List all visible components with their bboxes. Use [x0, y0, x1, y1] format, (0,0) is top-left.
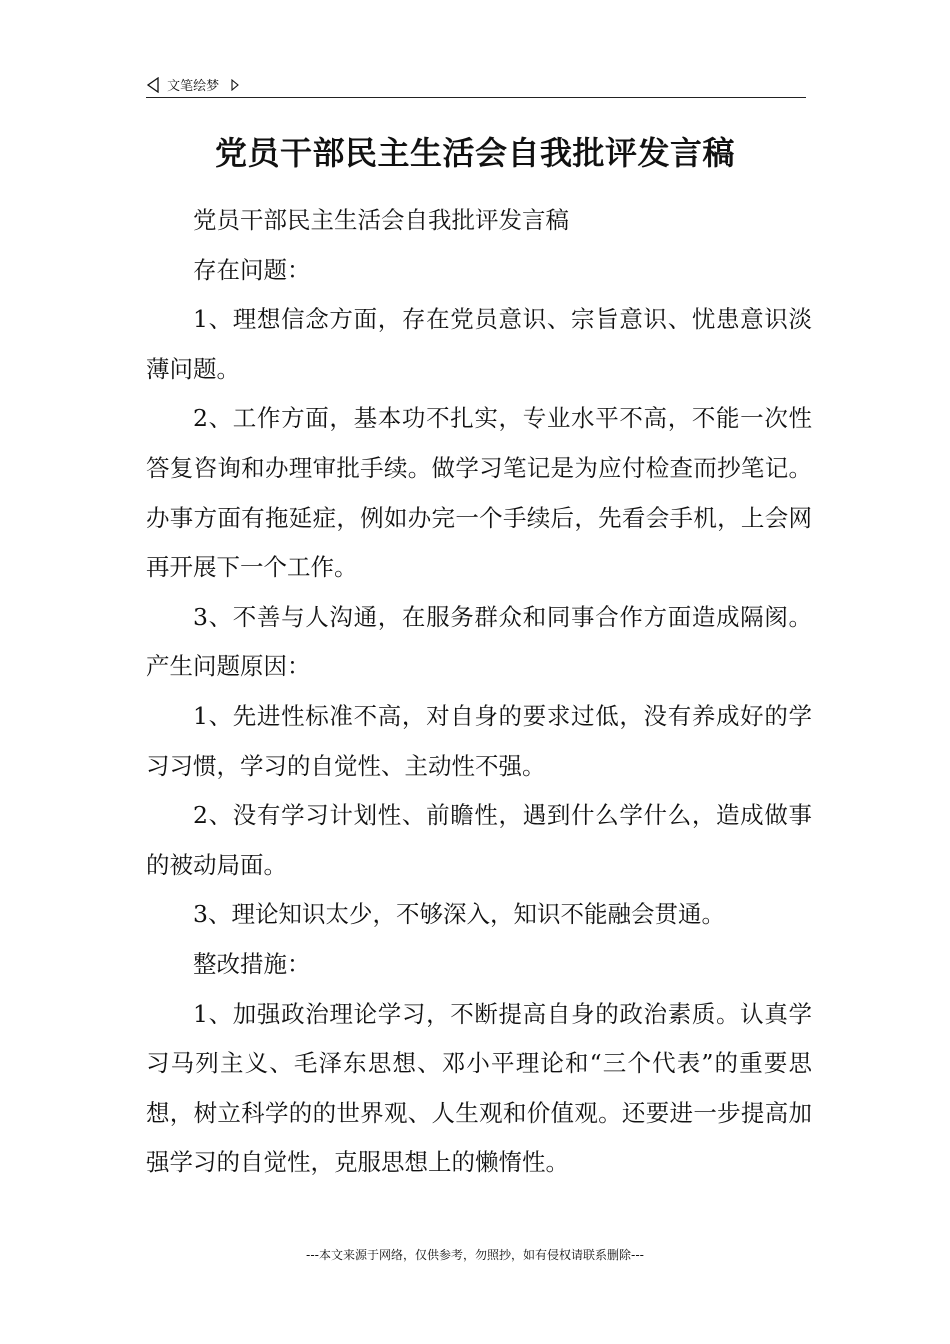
paragraph: 存在问题：	[193, 255, 311, 284]
document-title: 党员干部民主生活会自我批评发言稿	[214, 134, 735, 172]
paragraph: 2、没有学习计划性、前瞻性，遇到什么学什么，造成做事的被动局面。	[146, 801, 812, 879]
page-footer: ---本文来源于网络，仅供参考，勿照抄，如有侵权请联系删除---	[306, 1248, 644, 1262]
paragraph: 3、不善与人沟通，在服务群众和同事合作方面造成隔阂。产生问题原因：	[146, 602, 812, 681]
paragraph: 1、先进性标准不高，对自身的要求过低，没有养成好的学习习惯，学习的自觉性、主动性不强。	[146, 701, 812, 780]
page-header	[146, 74, 806, 98]
left-triangle-icon	[146, 77, 160, 93]
paragraph: 整改措施：	[193, 949, 311, 978]
paragraph: 党员干部民主生活会自我批评发言稿	[193, 206, 569, 234]
paragraph: 2、工作方面，基本功不扎实，专业水平不高，不能一次性答复咨询和办理审批手续。做学习笔记是为应付检查而抄笔记。办事方面有拖延症，例如办完一个手续后，先看会手机，上会网再开展下一个工作。	[146, 404, 812, 582]
document-body	[146, 196, 812, 1188]
paragraph: 1、理想信念方面，存在党员意识、宗旨意识、忧患意识淡薄问题。	[146, 305, 812, 383]
right-triangle-icon	[230, 79, 240, 91]
paragraph: 1、加强政治理论学习，不断提高自身的政治素质。认真学习马列主义、毛泽东思想、邓小平理论和“三个代表”的重要思想，树立科学的的世界观、人生观和价值观。还要进一步提高加强学习的自觉性，克服思想上的懒惰性。	[146, 999, 812, 1177]
header-brand: 文笔绘梦	[167, 79, 220, 94]
paragraph: 3、理论知识太少，不够深入，知识不能融会贯通。	[193, 900, 725, 929]
